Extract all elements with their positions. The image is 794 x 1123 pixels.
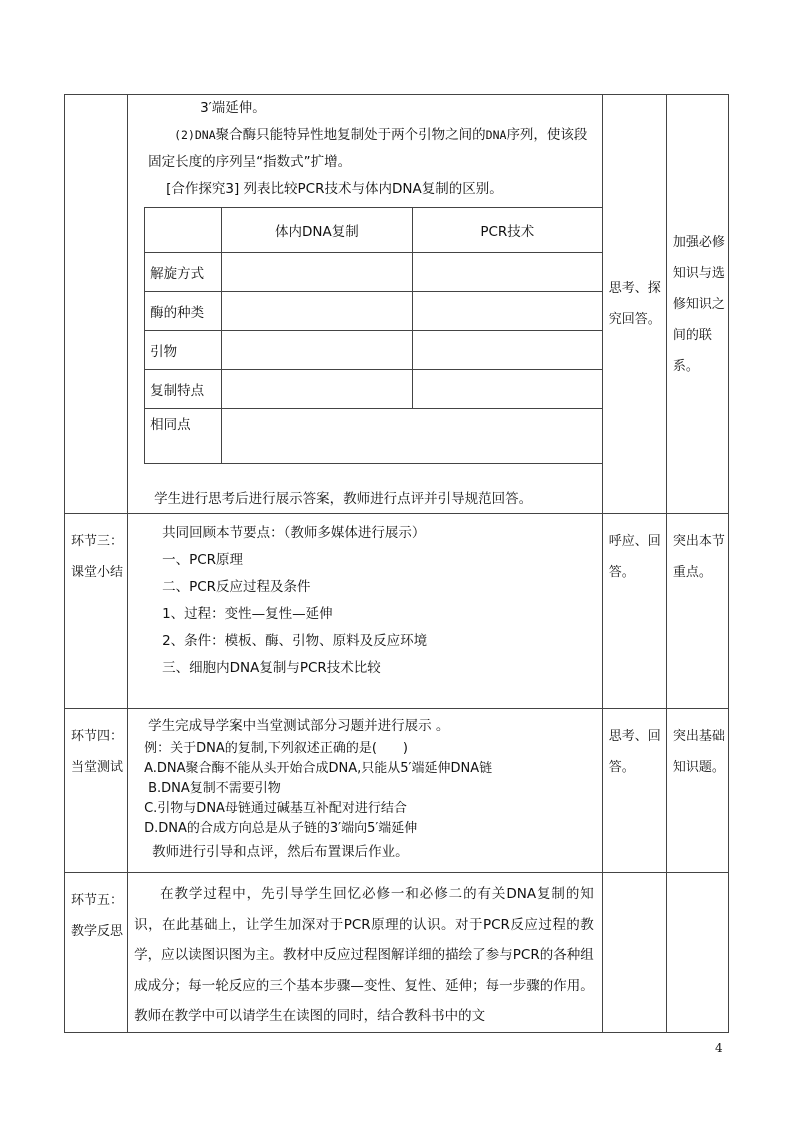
continuation-text: 3′端延伸。 [200,100,266,116]
comparison-header-pcr: PCR技术 [412,208,603,253]
summary-item: 一、PCR原理 [162,552,244,568]
comparison-row-label: 解旋方式 [145,253,222,292]
reflection-text: 在教学过程中，先引导学生回忆必修一和必修二的有关DNA复制的知识，在此基础上，让学生加深对于PCR原理的认识。对于PCR反应过程的教学，应以读图识图为主。教材中反应过程图解详细的描绘了参与PCR的各种组成成分；每一轮反应的三个基本步骤—变性、复性、延伸；每一步骤的作用。教师在教学中可以请学生在读图的同时，结合教科书中的文 [134,886,594,1024]
closing-text: 学生进行思考后进行展示答案，教师进行点评并引导规范回答。 [154,491,533,507]
test-option: B.DNA复制不需要引物 [148,781,281,796]
comparison-header-in-vivo: 体内DNA复制 [222,208,413,253]
test-option: C.引物与DNA母链通过碱基互补配对进行结合 [144,801,407,816]
comparison-cell [412,370,603,409]
comparison-cell [222,370,413,409]
comparison-cell [412,292,603,331]
student-activity-cell: 呼应、回答。 [602,514,666,709]
test-intro: 学生完成导学案中当堂测试部分习题并进行展示 。 [148,718,450,734]
stage-content-cell [128,514,603,709]
table-row-in-class-test [65,709,729,873]
table-row-summary [65,514,729,709]
comparison-row-label: 酶的种类 [145,292,222,331]
summary-item: 二、PCR反应过程及条件 [162,579,311,595]
summary-intro: 共同回顾本节要点：（教师多媒体进行展示） [162,525,426,541]
comparison-row-label: 引物 [145,331,222,370]
student-activity-cell [602,873,666,1033]
design-intent-cell: 突出基础知识题。 [666,709,728,873]
design-intent-cell: 突出本节重点。 [666,514,728,709]
stage-label-cell [65,95,128,514]
coop-inquiry-heading: [合作探究3] 列表比较PCR技术与体内DNA复制的区别。 [166,181,503,197]
comparison-common-cell [222,409,603,464]
test-option: D.DNA的合成方向总是从子链的3′端向5′端延伸 [144,821,418,836]
lesson-plan-table [64,94,729,1033]
design-intent-cell [666,873,728,1033]
comparison-cell [222,253,413,292]
test-option: A.DNA聚合酶不能从头开始合成DNA,只能从5′端延伸DNA链 [144,761,493,776]
stage-label-cell: 环节五：教学反思 [65,873,128,1033]
stage-content-cell [128,873,603,1033]
table-row-reflection [65,873,729,1033]
test-question: 例：关于DNA的复制,下列叙述正确的是( ) [144,741,408,756]
stage-content-cell [128,95,603,514]
comparison-row-label: 复制特点 [145,370,222,409]
design-intent-cell: 加强必修知识与选修知识之间的联系。 [666,95,728,514]
comparison-row-label-common: 相同点 [145,409,222,464]
table-row-cooperative-inquiry [65,95,729,514]
comparison-cell [222,292,413,331]
summary-item: 1、过程：变性—复性—延伸 [162,606,333,622]
comparison-table [144,207,603,464]
student-activity-cell: 思考、回答。 [602,709,666,873]
summary-item: 三、细胞内DNA复制与PCR技术比较 [162,660,381,676]
stage-label-cell: 环节四：当堂测试 [65,709,128,873]
page-number: 4 [715,1041,723,1055]
summary-item: 2、条件：模板、酶、引物、原料及反应环境 [162,633,428,649]
point-2-text: (2)DNA聚合酶只能特异性地复制处于两个引物之间的DNA序列，使该段固定长度的序列呈“指数式”扩增。 [148,127,588,170]
test-closing: 教师进行引导和点评，然后布置课后作业。 [152,844,409,860]
comparison-cell [412,331,603,370]
student-activity-cell: 思考、探究回答。 [602,95,666,514]
comparison-cell [222,331,413,370]
stage-label-cell: 环节三：课堂小结 [65,514,128,709]
comparison-cell [412,253,603,292]
comparison-header-blank [145,208,222,253]
stage-content-cell [128,709,603,873]
